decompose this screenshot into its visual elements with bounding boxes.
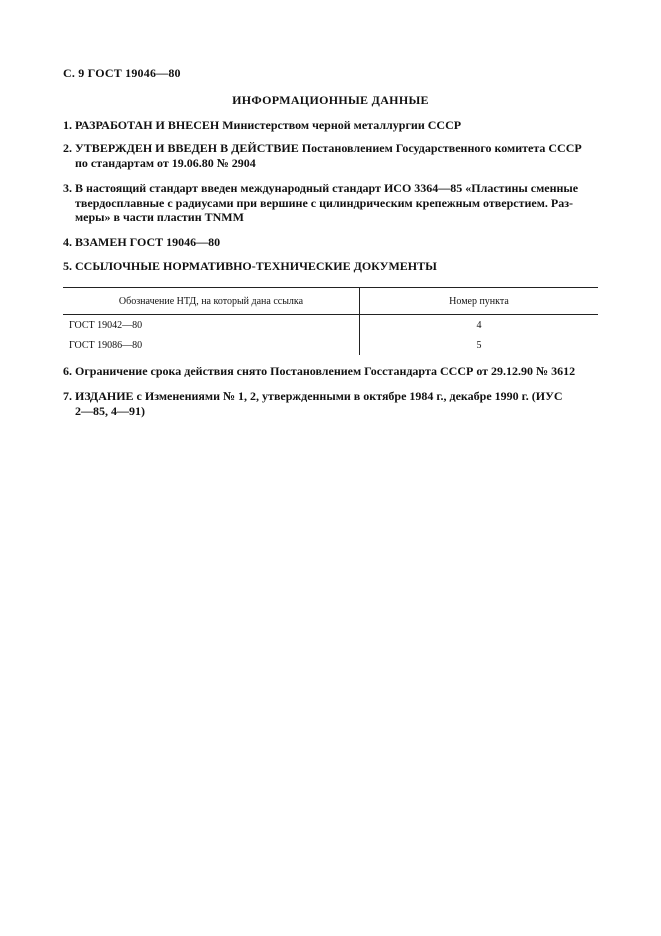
item-number: 6. [63, 364, 72, 378]
item-text: ССЫЛОЧНЫЕ НОРМАТИВНО-ТЕХНИЧЕСКИЕ ДОКУМЕНТЫ [75, 259, 437, 273]
table-row [63, 315, 598, 336]
info-item-3 [63, 181, 600, 225]
reference-table [63, 287, 598, 355]
info-item-6 [63, 364, 600, 379]
section-title: ИНФОРМАЦИОННЫЕ ДАННЫЕ [232, 93, 429, 107]
document-cell: ГОСТ 19042—80 [63, 315, 360, 336]
item-text: РАЗРАБОТАН И ВНЕСЕН Министерством черной металлургии СССР [75, 118, 462, 132]
item-text-line-2: по стандартам от 19.06.80 № 2904 [75, 155, 256, 170]
table-row [63, 335, 598, 355]
table-header-row [63, 288, 598, 315]
item-number: 1. [63, 118, 72, 132]
item-text-line-2: 2—85, 4—91) [75, 403, 145, 418]
clause-cell: 4 [476, 319, 482, 331]
item-text: Ограничение срока действия снято Постановлением Госстандарта СССР от 29.12.90 № 3612 [75, 364, 576, 378]
item-text-line-1: ИЗДАНИЕ с Изменениями № 1, 2, утвержденными в октябре 1984 г., декабре 1990 г. (ИУС [75, 389, 563, 403]
item-text: ВЗАМЕН ГОСТ 19046—80 [75, 235, 221, 249]
item-number: 7. [63, 389, 72, 403]
info-item-7 [63, 389, 600, 418]
info-item-5 [63, 259, 600, 274]
info-item-2 [63, 141, 600, 170]
info-item-1 [63, 118, 600, 133]
page-header: С. 9 ГОСТ 19046—80 [63, 66, 181, 80]
item-text-line-1: УТВЕРЖДЕН И ВВЕДЕН В ДЕЙСТВИЕ Постановлением Государственного комитета СССР [75, 141, 582, 155]
clause-cell: 5 [476, 339, 482, 351]
item-number: 4. [63, 235, 72, 249]
document-cell: ГОСТ 19086—80 [63, 335, 360, 355]
item-number: 5. [63, 259, 72, 273]
item-number: 3. [63, 181, 72, 195]
column-header-clause: Номер пункта [360, 288, 599, 315]
item-text-line-2: твердосплавные с радиусами при вершине с цилиндрическим крепежным отверстием. Раз- [75, 195, 574, 210]
column-header-document: Обозначение НТД, на который дана ссылка [63, 288, 360, 315]
item-number: 2. [63, 141, 72, 155]
item-text-line-3: меры» в части пластин TNMM [75, 210, 244, 224]
info-item-4 [63, 235, 600, 250]
item-text-line-1: В настоящий стандарт введен международный стандарт ИСО 3364—85 «Пластины сменные [75, 181, 579, 195]
